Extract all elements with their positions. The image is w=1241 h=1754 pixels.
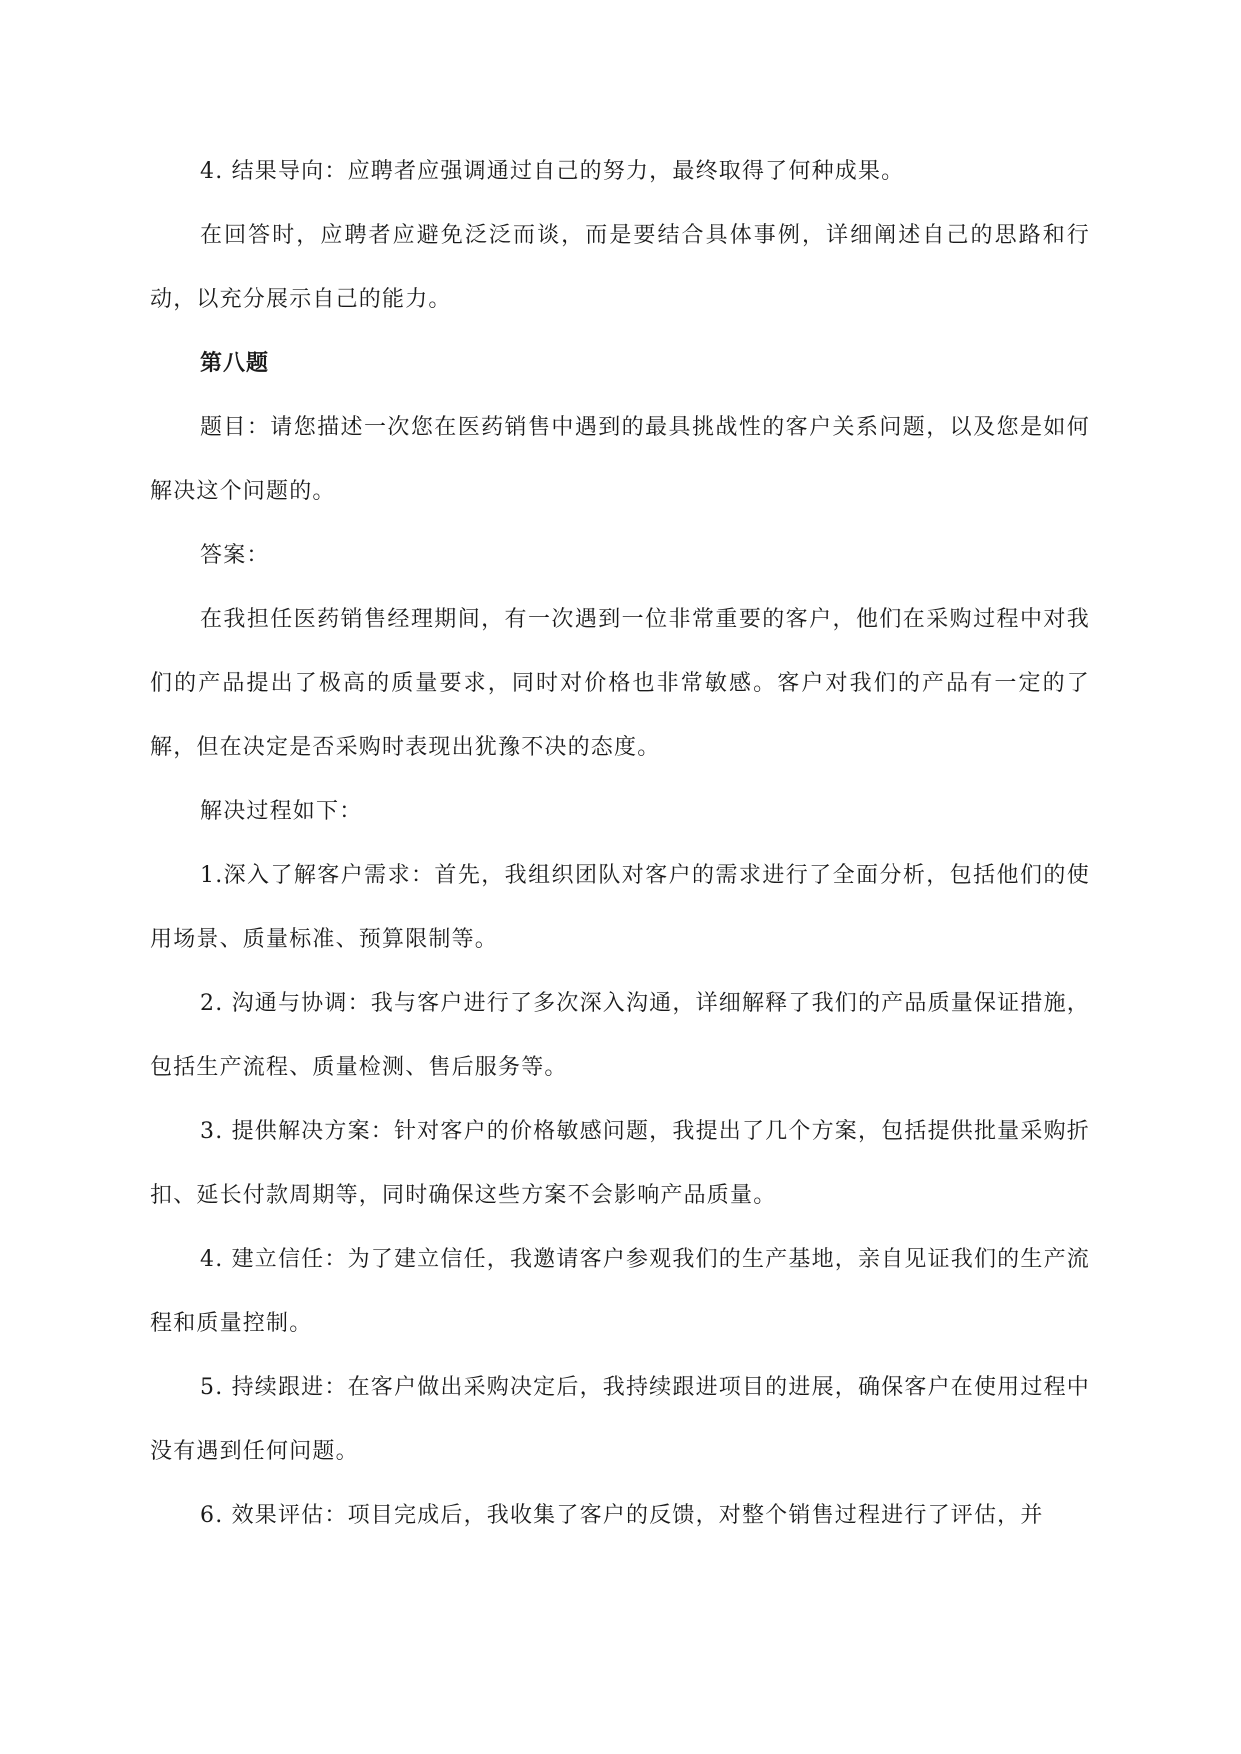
answer-intro: 在我担任医药销售经理期间，有一次遇到一位非常重要的客户，他们在采购过程中对我们的产品提出了极高的质量要求，同时对价格也非常敏感。客户对我们的产品有一定的了解，但在决定是否采购时表现出犹豫不决的态度。 bbox=[150, 607, 1090, 760]
list-item: 5. 持续跟进：在客户做出采购决定后，我持续跟进项目的进展，确保客户在使用过程中没有遇到任何问题。 bbox=[150, 1375, 1090, 1464]
list-item: 1.深入了解客户需求：首先，我组织团队对客户的需求进行了全面分析，包括他们的使用场景、质量标准、预算限制等。 bbox=[150, 863, 1090, 952]
list-item: 2. 沟通与协调：我与客户进行了多次深入沟通，详细解释了我们的产品质量保证措施，包括生产流程、质量检测、售后服务等。 bbox=[150, 991, 1090, 1080]
list-item: 6. 效果评估：项目完成后，我收集了客户的反馈，对整个销售过程进行了评估，并 bbox=[200, 1503, 1044, 1528]
answer-label: 答案： bbox=[200, 543, 270, 568]
document-page bbox=[150, 140, 1090, 1548]
paragraph-result-oriented: 4. 结果导向：应聘者应强调通过自己的努力，最终取得了何种成果。 bbox=[200, 159, 905, 184]
question-text: 题目：请您描述一次您在医药销售中遇到的最具挑战性的客户关系问题，以及您是如何解决这个问题的。 bbox=[150, 415, 1090, 504]
process-label: 解决过程如下： bbox=[200, 799, 363, 824]
list-item: 3. 提供解决方案：针对客户的价格敏感问题，我提出了几个方案，包括提供批量采购折扣、延长付款周期等，同时确保这些方案不会影响产品质量。 bbox=[150, 1119, 1090, 1208]
paragraph-answer-advice: 在回答时，应聘者应避免泛泛而谈，而是要结合具体事例，详细阐述自己的思路和行动，以充分展示自己的能力。 bbox=[150, 223, 1090, 312]
list-item: 4. 建立信任：为了建立信任，我邀请客户参观我们的生产基地，亲自见证我们的生产流程和质量控制。 bbox=[150, 1247, 1090, 1336]
question-heading: 第八题 bbox=[200, 351, 270, 376]
